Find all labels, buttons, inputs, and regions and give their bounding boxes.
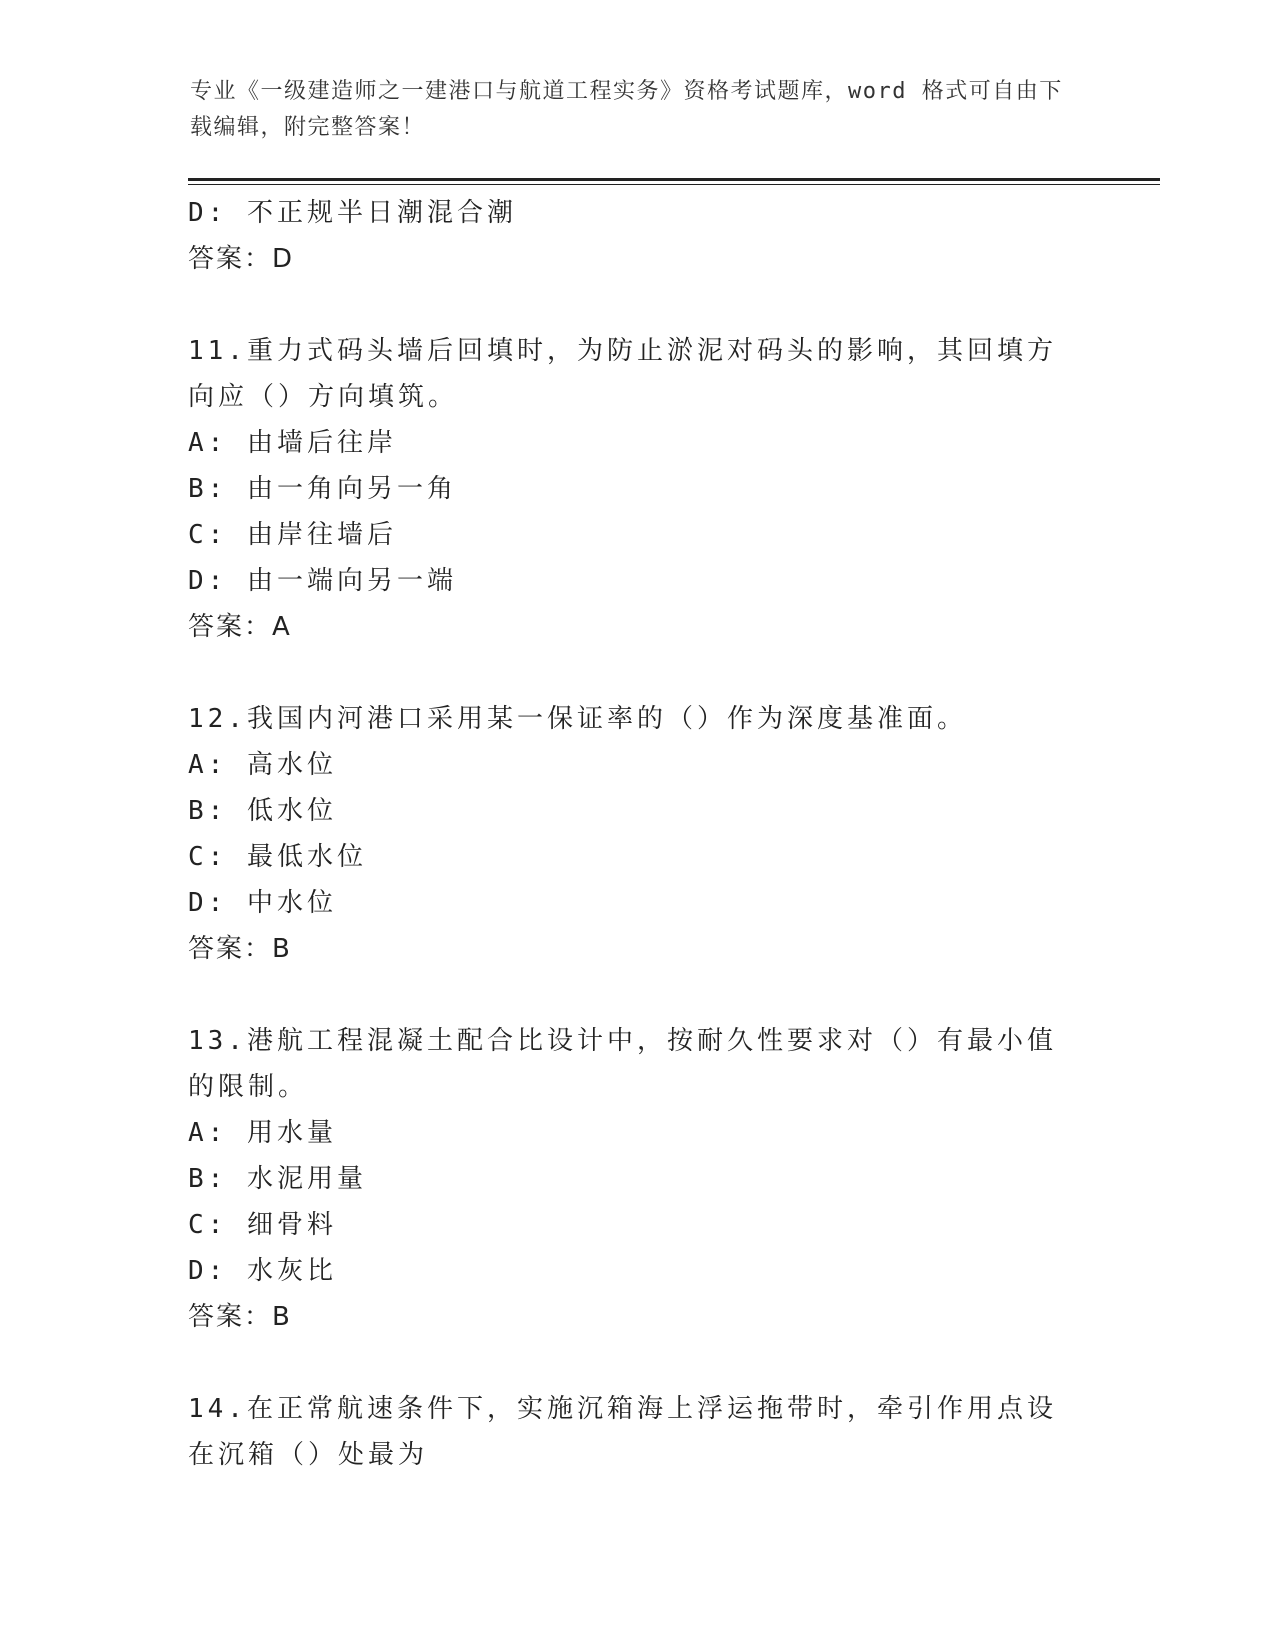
option-c: C: 最低水位 <box>188 842 367 872</box>
document-header: 专业《一级建造师之一建港口与航道工程实务》资格考试题库，word 格式可自由下载编辑，附完整答案！ <box>190 79 1063 140</box>
option-d: D: 水灰比 <box>188 1256 337 1286</box>
carryover-option-d: D: 不正规半日潮混合潮 <box>188 198 517 228</box>
question-stem: 14.在正常航速条件下，实施沉箱海上浮运拖带时，牵引作用点设在沉箱（）处最为 <box>188 1394 1057 1470</box>
question-12 <box>188 696 1078 972</box>
question-13 <box>188 1018 1078 1340</box>
option-b: B: 水泥用量 <box>188 1164 367 1194</box>
question-stem: 11.重力式码头墙后回填时，为防止淤泥对码头的影响，其回填方向应（）方向填筑。 <box>188 336 1057 412</box>
answer: 答案：A <box>188 612 292 642</box>
option-a: A: 高水位 <box>188 750 337 780</box>
spacer <box>188 650 1088 696</box>
header-rule-thick <box>188 178 1160 181</box>
answer: 答案：B <box>188 1302 292 1332</box>
question-stem: 13.港航工程混凝土配合比设计中，按耐久性要求对（）有最小值的限制。 <box>188 1026 1057 1102</box>
option-b: B: 低水位 <box>188 796 337 826</box>
question-11 <box>188 328 1078 650</box>
option-a: A: 由墙后往岸 <box>188 428 397 458</box>
spacer <box>188 282 1088 328</box>
spacer <box>188 1340 1088 1386</box>
option-a: A: 用水量 <box>188 1118 337 1148</box>
carryover-answer: 答案：D <box>188 244 295 274</box>
header-rule-thin <box>188 184 1160 185</box>
option-c: C: 细骨料 <box>188 1210 337 1240</box>
question-14 <box>188 1386 1078 1478</box>
question-stem: 12.我国内河港口采用某一保证率的（）作为深度基准面。 <box>188 704 967 734</box>
answer: 答案：B <box>188 934 292 964</box>
question-list <box>188 190 1088 1478</box>
option-c: C: 由岸往墙后 <box>188 520 397 550</box>
option-b: B: 由一角向另一角 <box>188 474 457 504</box>
option-d: D: 中水位 <box>188 888 337 918</box>
option-d: D: 由一端向另一端 <box>188 566 457 596</box>
spacer <box>188 972 1088 1018</box>
